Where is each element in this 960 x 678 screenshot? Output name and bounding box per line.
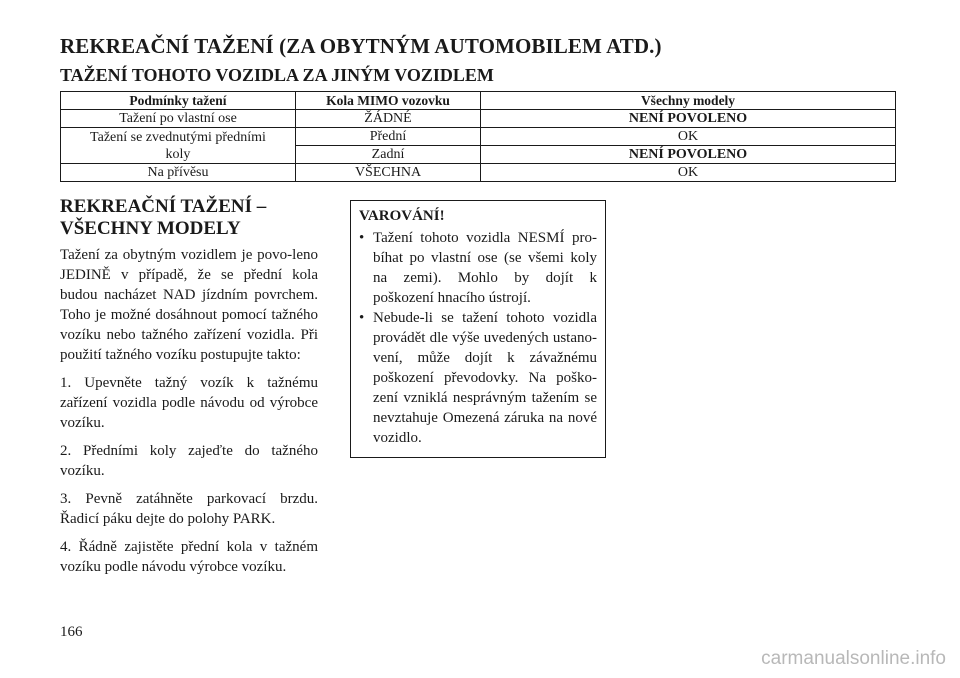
warning-box bbox=[350, 200, 606, 458]
section-title-line1: REKREAČNÍ TAŽENÍ – bbox=[60, 196, 267, 217]
table-row bbox=[61, 110, 896, 128]
step-item: 3. Pevně zatáhněte parkovací brzdu. Řadicí páku dejte do polohy PARK. bbox=[60, 491, 318, 527]
step-item: 1. Upevněte tažný vozík k tažnému zařízení vozidla podle návodu od výrobce vozíku. bbox=[60, 375, 318, 431]
cell-condition-line2: koly bbox=[165, 146, 191, 162]
warning-item-text: Tažení tohoto vozidla NESMÍ pro-bíhat po vlastní ose (se všemi koly na zemi). Mohlo by dojít k poškození hnacího ústrojí. bbox=[373, 230, 597, 306]
cell-models: OK bbox=[481, 128, 896, 146]
cell-wheels: Přední bbox=[296, 128, 481, 146]
cell-condition: Tažení po vlastní ose bbox=[61, 110, 296, 128]
header-all-models: Všechny modely bbox=[481, 92, 896, 110]
header-towing-conditions: Podmínky tažení bbox=[61, 92, 296, 110]
cell-models: OK bbox=[481, 164, 896, 182]
towing-conditions-table bbox=[60, 91, 896, 182]
table-row bbox=[61, 164, 896, 182]
warning-item-text: Nebude-li se tažení tohoto vozidla provádět dle výše uvedených ustano-vení, může dojít k závažnému poškození převodovky. Na poško-zení vzniklá nesprávným tažením se nevztahuje Omezená záruka na nové vozidlo. bbox=[373, 310, 597, 446]
warning-item bbox=[359, 308, 597, 448]
table-row bbox=[61, 128, 896, 146]
cell-wheels: ŽÁDNÉ bbox=[296, 110, 481, 128]
section-intro: Tažení za obytným vozidlem je povo-leno JEDINĚ v případě, že se přední kola budou nacházet NAD jízdním povrchem. Toho je možné dosáhnout pomocí tažného vozíku nebo tažného zařízení vozidla. Při použití tažného vozíku postupujte takto: bbox=[60, 247, 318, 363]
step-item: 4. Řádně zajistěte přední kola v tažném vozíku podle návodu výrobce vozíku. bbox=[60, 539, 318, 575]
cell-models: NENÍ POVOLENO bbox=[481, 146, 896, 164]
warning-title: VAROVÁNÍ! bbox=[359, 208, 445, 224]
section-title bbox=[60, 196, 318, 240]
cell-wheels: VŠECHNA bbox=[296, 164, 481, 182]
cell-condition-line1: Tažení se zvednutými předními bbox=[90, 129, 266, 145]
section-title-line2: VŠECHNY MODELY bbox=[60, 218, 241, 239]
page-heading-sub: TAŽENÍ TOHOTO VOZIDLA ZA JINÝM VOZIDLEM bbox=[60, 65, 494, 85]
bullet-icon: • bbox=[359, 230, 365, 246]
cell-condition: Na přívěsu bbox=[61, 164, 296, 182]
step-item: 2. Předními koly zajeďte do tažného vozíku. bbox=[60, 443, 318, 479]
header-wheels-off-road: Kola MIMO vozovku bbox=[296, 92, 481, 110]
page-heading-main: REKREAČNÍ TAŽENÍ (ZA OBYTNÝM AUTOMOBILEM ATD.) bbox=[60, 34, 662, 58]
page-number: 166 bbox=[60, 624, 83, 640]
warning-item bbox=[359, 228, 597, 308]
cell-wheels: Zadní bbox=[296, 146, 481, 164]
cell-condition bbox=[61, 128, 296, 164]
recreational-towing-section bbox=[60, 196, 318, 585]
bullet-icon: • bbox=[359, 310, 365, 326]
cell-models: NENÍ POVOLENO bbox=[481, 110, 896, 128]
warning-list bbox=[359, 228, 597, 448]
table-header-row bbox=[61, 92, 896, 110]
watermark: carmanualsonline.info bbox=[761, 648, 946, 669]
